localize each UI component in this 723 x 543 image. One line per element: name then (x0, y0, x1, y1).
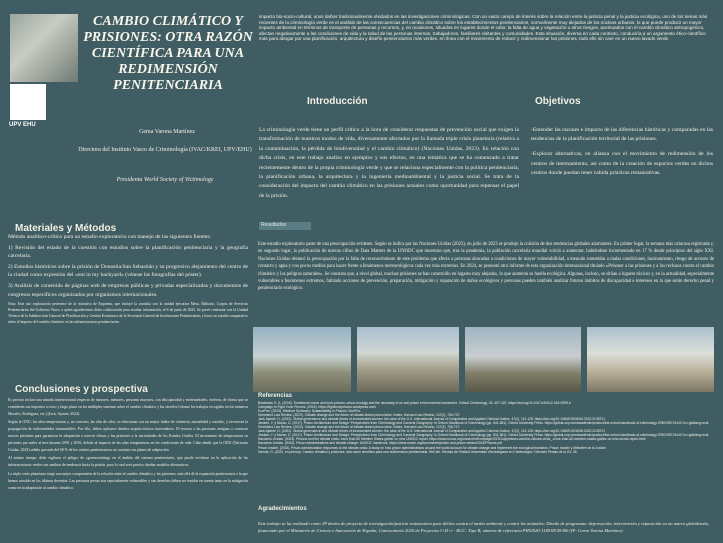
objetivos-list (531, 126, 713, 184)
materiales-paragraph: 3) Análisis de contenido de páginas web de empresas públicas y privadas especializadas y documentos de congresos específicos organizados por organismos internacionales. (8, 282, 248, 298)
reference-item: Jewkes, Y. y Moran, D. (2017). Prison Architecture and Design: Perspectives from Criminology and Carceral Geography. In Oxford Handbook of Criminology (pp. 541-561). Oxford University Press. https://global.oup.com/academic/product/the-oxford-handbook-of-criminology-9780198719441?cc=gb&lang=en& (258, 433, 709, 438)
conclusiones-paragraph: Según la ONU, los altos temperaturas y, en concreto, las olas de calor, se relacionan con un mayor índice de violencia, mortalidad y suicidio, y favorecen la propagación de enfermedades transmisibles. Por ello, deben aplicarse diseños arquitectónicos innovadores. El recurso a las prisiones antiguas o construir nuevas prisiones para garantizar la adaptación a nuevos climas y las prisiones a la necesidades de los Estados Unidos. El incremento de temperaturas en prisiones por miles al mes durante 2001 y 2016, debido al impacto de las altas temperaturas en las condiciones de vida. Cabe añadir que la ONU (Naciones Unidas, 2023) señala que más del 60 % de los centros penitenciarios no cuentan con planes de adaptación. (8, 420, 248, 452)
agradecimientos-heading: Agradecimientos (258, 506, 307, 512)
introduccion-body: La criminología verde tiene un perfil crítico a la hora de considerar respuestas de prevención social que exigen la transformación de nuestros modos de vida, diversamente afectados por la llamada triple crisis planetaria (relativa a la contaminación, la pérdida de biodiversidad y el cambio climático) (Naciones Unidas, 2023). En relación con dicha crisis, en este trabajo analizo en ejemplos y sus efectos, en una temática que se ha comenzado a tratar recientemente dentro de la propia criminología verde y que se relaciona especialmente con la política penitenciaria, la planificación urbana, la arquitectura y la ingeniería medioambiental y la justicia social. Se trata de la consideración del impacto del cambio climático en las prisiones actuales como oportunidad para repensar el papel de la prisión. (259, 127, 519, 199)
materiales-paragraph: 2) Estudios históricos sobre la prisión de Donostia/San Sebastián y su progresivo alejamiento del centro de la ciudad como expresión del «not in my backyard» (véanse las fotografías del póster). (8, 263, 248, 279)
reference-item: Jack Ajamie, D. (2022). Global governance and climate drives of incarcerated women: the case of the U.S. International Journal of Comparative and Applied Criminal Justice, 47(2), 113-128. https://doi.org/10.1080/01924036.2022.2138721 (258, 429, 606, 434)
objetivo-item: -Entender las razones e impacto de las diferencias históricas y comparadas en las tendencias de la planificación territorial de las prisiones. (531, 127, 713, 143)
materiales-paragraph: Método analítico-crítico para un estudio exploratorio con manejo de las siguientes fuentes: (8, 234, 212, 240)
materiales-body (8, 233, 248, 327)
objetivos-heading: Objetivos (535, 96, 581, 107)
reference-item: Prison Insider. (2024). Prison administration responses to the climate crisis: A study on how prison administrations around the world account for climate change and implement the ecological transition. Prison Insider y Ministère de la Justice. (258, 445, 607, 450)
intro-summary: impacto bio-socio-cultural, unos daños tradicionalmente olvidados en las investigaciones criminológicas. Con un vasto campo de interés sobre la relación entre la justicia penal y la justicia ecológica, uno de los temas más recientes de la criminología verde es el análisis de las consecuencias del cambio climático sobre los establecimientos penitenciarios, normalmente muy alejados de los núcleos urbanos, lo que puede producir un mayor impacto ambiental en términos de transporte de personas y recursos, y, en ocasiones, situados en lugares donde el calor, la falta de agua y vegetación u otros riesgos, acentuados con el cambio climático antropogénico, afectan negativamente a las condiciones de vida y la salud de las personas internas, trabajadores, familiares visitantes y comunidades. Esta situación, diversa en cada contexto, conduciría a un argumento ético-científico más para abogar por una planificación, arquitectura y diseño penitenciarios más verdes, en línea con el movimiento de reducir y redimensionar las prisiones, todo ello sin caer en un nuevo lavado verde. (259, 14, 708, 42)
university-logo-label: UPV EHU (9, 122, 36, 128)
prison-photo-2 (357, 327, 459, 392)
reference-item: Homeland Law Review. (2022). Climate change and the future of climate-linked prison labor. Notes. Harvard Law Review, 137(2), 706-727. (258, 413, 461, 418)
reference-item: Naciones Unidas. (2024). Prison administrations and climate change. UNODC handbook. https://www.unodc.org/documents/justice-and-prison-reform/2024/Prisons.pdf (258, 441, 502, 446)
conclusiones-paragraph: Al mismo tiempo, debe vigilarse el peligro de «greenwashing» en el ámbito del sistema penitenciario, que puede revelarse en la aplicación de las infraestructuras verdes sin cambiar de tendencia hacia la prisión, para lo cual será preciso diseñar modelos alternativos. (8, 456, 248, 468)
referencias-heading: Referencias (258, 393, 293, 399)
header-photo (10, 14, 78, 82)
author-name: Gema Varona Martínez (139, 129, 195, 135)
materiales-note: Nota: Este uso exploratorio pertenece de la iniciativa de Esquema, que incluye la consulta con la unidad ejecutiva Mesa, Maltrato, Corpus de Servicios Penitenciarios del Gobierno Vasco, a quien agradecemos dicha colaboración para recabar información, el 6 de junio de 2023. Se prevé contrastar con la Unidad Técnica de la Subdirección General de Planificación y Gestión Económica de la Secretaría General de Instituciones Penitenciarias y hacer un estudio comparativo sobre el impacto del cambio climático en las infraestructuras penitenciarias. (8, 302, 248, 325)
prison-photo-1 (253, 327, 351, 392)
reference-item: Homeland Law Review. (2022). Climate change and the future of climate-linked prison labor. Notes. Harvard Law Review, 137(2), 706-727. (258, 425, 461, 430)
reference-item: Jewkes, Y. y Moran, D. (2017). Prison Architecture and Design: Perspectives from Criminology and Carceral Geography. In Oxford Handbook of Criminology (pp. 541-561). Oxford University Press. https://global.oup.com/academic/product/the-oxford-handbook-of-criminology-9780198719441?cc=gb&lang=en& (258, 421, 709, 426)
agradecimientos-body: Este trabajo se ha realizado como 1P dentro de proyecto de investigación/justicia restaurativa para delitos contra el medio ambiente y contra los animales: Diseño de programas: depravación, intervención y reparación en un marco globalizado, financiado por el Ministerio de Ciencia e Innovación de España, Convocatoria 2020 de Proyectos I+D+i - RGC: Tipo B, número de referencia PID2020-114918GB-I00 (IP: Gema Varona Martínez). (258, 521, 710, 533)
conclusiones-paragraph: Es preciso incluir una mirada interseccional respecto de mayores, menores, personas mayores, con discapacidad y enfermedades, etcétera, de forma que se consideren sus impactos a corto y largo plazo en los múltiples sistemas sobre el cambio climático y las cárceles (véanse los trabajos recogidos en los números Morales, Rodríguez, etc.) (Jack, Ajamie, 2022). (8, 398, 248, 416)
reference-item: Naciones Unidas. (2023). Prisons and the climate crisis: more than 60 Member States gather on new UNODC report. https://www.unodc.org/unodc/en/frontpage/2023/July/prisons-and-the-climate-crisis_-more-than-60-member-states-gather-on-new-unodc-report.html (258, 437, 646, 442)
resultados-heading: Resultados (259, 222, 311, 230)
conclusiones-paragraph: La triple crisis planetaria exige una mejor comprensión de la relación entre el cambio climático y las prisiones, más allá de la expansión penitenciaria a la que hemos asistido en los últimos decenios. Las personas presas son especialmente vulnerables y sus derechos deben ser tenidos en cuenta tanto en la mitigación como en la adaptación al cambio climático. (8, 471, 248, 490)
reference-item: Bradshaw, E. A. (2018). Tombstone towns and toxic prisons: prison ecology and the necessity of an anti-prison environmental movement. Critical Criminology, 26, 407-422. https://doi.org/10.1007/s10612-018-9399-6 (258, 401, 571, 405)
prison-photo-4 (587, 327, 714, 392)
author-affiliation: Directora del Instituto Vasco de Criminología (IVAC/KREI, UPV/EHU) (78, 147, 252, 153)
introduccion-heading: Introducción (307, 96, 368, 107)
reference-item: Campaign to Fight Toxic Prisons. (2016). https://fighttoxicprisons.wordpress.com/ (258, 405, 377, 410)
reference-item: Jack Ajamie, D. (2022). Global governance and climate drives of incarcerated women: the case of the U.S. International Journal of Comparative and Applied Criminal Justice, 47(2), 113-128. https://doi.org/10.1080/01924036.2022.2138721 (258, 417, 606, 422)
resultados-body: Este estudio exploratorio parte de una preocupación evidente. Según se indica por las Naciones Unidas (2023), en julio de 2023 se produjo la colisión de dos tendencias globales alarmantes. En primer lugar, la semana más calurosa registrada y, en segundo lugar, la publicación de nuevas cifras de Data Matters de la UNODC que muestran que, tras la pandemia, la población carcelaria mundial volvió a aumentar, habiéndose incrementado en 17 % desde principios del siglo XXI. Naciones Unidas destacó la preocupación por la falta de reconocimiento de este problema que afecta a personas abocadas a condiciones de mayor vulnerabilidad, a menudo sometidas a malas condiciones, hacinamiento, riesgo de accesos de contacto y agua y con pocos medios para hacer frente a fenómenos meteorológicos cada vez más extremos. En 2024, se presentó otro informe de esta organización internacional titulado «Prisoner a las prisiones y a los reclusos contra el cambio climático y los peligros naturales». Se constata que, a nivel global, muchas prisiones se han construido en lugares muy alejados, lo que aumenta su huella ecológica. Algunas, incluso, se sitúan a lugares tóxicos y, en la actualidad, especialmente vulnerables a fenómenos extremos, faltando acciones de prevención, preparación, mitigación y reparación de daños ecológicos y personas pueden también analizar futuros ámbitos de discapacidad e intereses en la que serán derecho penal y penitenciario ecológico. (258, 242, 714, 292)
materiales-heading: Materiales y Métodos (15, 223, 117, 234)
materiales-paragraph: 1) Revisión del estado de la cuestión con estudios sobre la planificación penitenciaria y la geografía carcelaria. (8, 244, 248, 260)
reference-item: Varona, G. (2020, en prensa). Cambio climático y prisiones: otra razón científica para una redimensión penitenciaria. ReCrim. Revista de l'Institut Universitari d'Investigació en Criminologia i Ciències Penals de la UV, 35. (258, 449, 578, 454)
prison-photo-3 (465, 327, 581, 392)
conclusiones-heading: Conclusiones y prospectiva (15, 384, 148, 395)
objetivo-item: -Explorar alternativas, en alianza con el movimiento de redimensión de los centros de internamiento, así como de la creación de espacios verdes en dichos centros donde puedan tener cabida prácticas restaurativas. (531, 151, 713, 176)
poster-title: CAMBIO CLIMÁTICO Y PRISIONES: OTRA RAZÓN CIENTÍFICA PARA UNA REDIMENSIÓN PENITENCIARIA (83, 14, 253, 93)
university-logo (10, 84, 46, 120)
conclusiones-body (8, 397, 248, 493)
referencias-list (258, 401, 714, 454)
author-role: Presidenta World Society of Victimology (116, 177, 214, 183)
reference-item: EcoPrís. (2023). Webinar Summary: Sustainability in Prisons. EcoPrís. (258, 409, 361, 414)
